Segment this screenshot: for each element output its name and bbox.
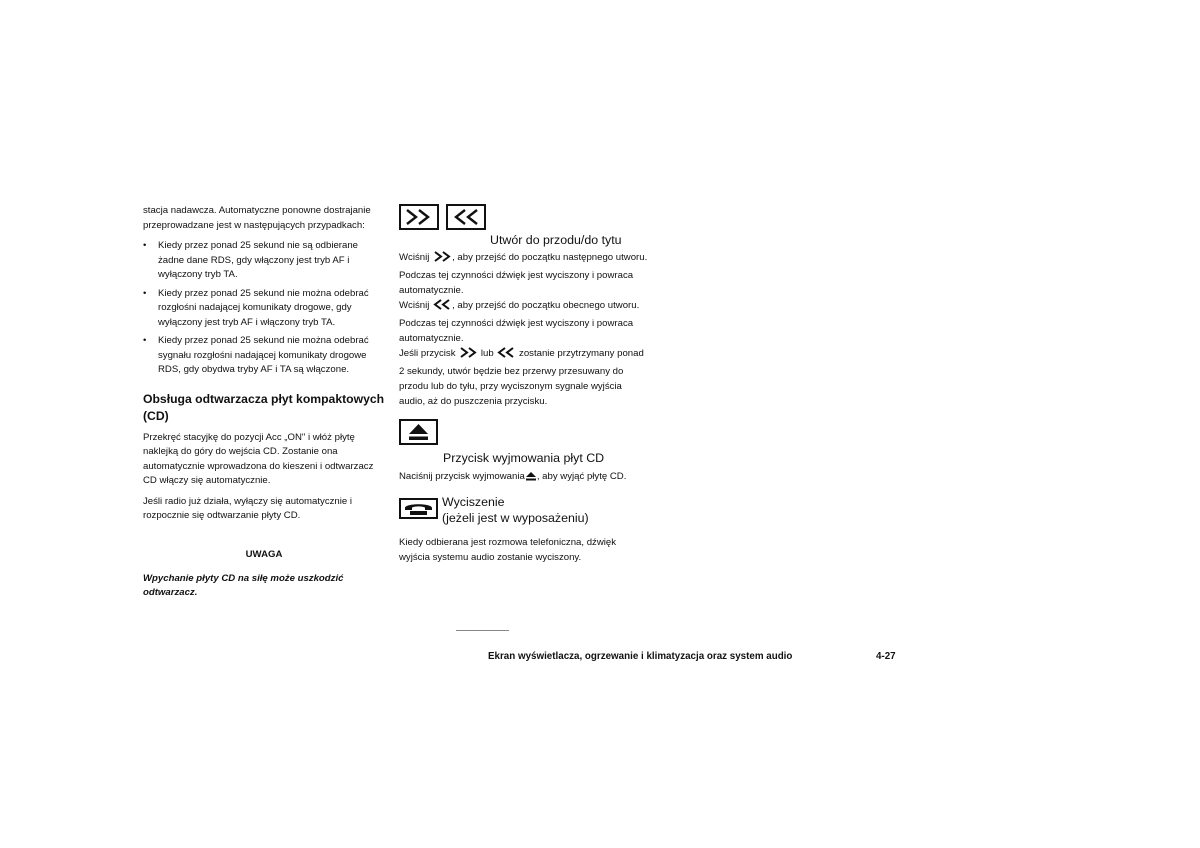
mute-section-subtitle: (jeżeli jest w wyposażeniu) bbox=[442, 511, 589, 525]
prev-track-icon bbox=[496, 346, 516, 364]
eject-section-title: Przycisk wyjmowania płyt CD bbox=[443, 451, 605, 465]
phone-mute-icon bbox=[399, 498, 438, 519]
list-item-text: Kiedy przez ponad 25 sekund nie można odebrać rozgłośni nadającej komunikaty drogowe, gdy wyłączony jest tryb AF i włączony tryb TA. bbox=[158, 287, 369, 328]
hold-track-paragraph bbox=[399, 346, 649, 409]
next-track-icon bbox=[399, 204, 439, 230]
bullet-marker: • bbox=[143, 335, 147, 346]
retune-conditions-list bbox=[143, 239, 385, 378]
prev-track-icon bbox=[432, 298, 452, 316]
bullet-marker: • bbox=[143, 240, 147, 251]
mute-section-header bbox=[399, 494, 649, 528]
text-span: Jeśli przycisk bbox=[399, 348, 456, 359]
eject-icon bbox=[525, 471, 537, 487]
text-span: Wciśnij bbox=[399, 300, 430, 311]
list-item bbox=[143, 239, 385, 283]
text-span: Wciśnij bbox=[399, 252, 430, 263]
intro-paragraph: stacja nadawcza. Automatyczne ponowne dostrajanie przeprowadzane jest w następujących przypadkach: bbox=[143, 205, 371, 231]
cd-autoplay-paragraph: Jeśli radio już działa, wyłączy się automatycznie i rozpocznie się odtwarzanie płyty CD. bbox=[143, 495, 353, 521]
text-span: lub bbox=[480, 348, 494, 359]
eject-icon bbox=[399, 419, 438, 445]
page-number: 4-27 bbox=[876, 651, 896, 662]
text-span: , aby wyjąć płytę CD. bbox=[536, 471, 627, 482]
mute-section-title: Wyciszenie bbox=[442, 495, 505, 509]
text-span: , aby przejść do początku obecnego utworu. Podczas tej czynności dźwięk jest wyciszony i powraca automatycznie. bbox=[399, 300, 640, 344]
list-item-text: Kiedy przez ponad 25 sekund nie są odbierane żadne dane RDS, gdy włączony jest tryb AF i wyłączony tryb TA. bbox=[158, 240, 359, 280]
right-column bbox=[399, 204, 649, 565]
section-title: Obsługa odtwarzacza płyt kompaktowych (CD) bbox=[143, 391, 385, 423]
mute-paragraph: Kiedy odbierana jest rozmowa telefoniczna, dźwięk wyjścia systemu audio zostanie wyciszony. bbox=[399, 537, 617, 563]
text-span: zostanie przytrzymany ponad 2 sekundy, utwór będzie bez przerwy przesuwany do przodu lub do tyłu, przy wyciszonym sygnale wyjścia audio, aż do puszczenia przycisku. bbox=[399, 348, 644, 407]
left-column bbox=[143, 204, 385, 600]
bullet-marker: • bbox=[143, 287, 147, 299]
text-span: , aby przejść do początku następnego utworu. Podczas tej czynności dźwięk jest wyciszony i powraca automatycznie. bbox=[399, 252, 648, 296]
next-track-paragraph bbox=[399, 250, 649, 298]
note-text: Wpychanie płyty CD na siłę może uszkodzić odtwarzacz. bbox=[143, 573, 344, 598]
note-heading: UWAGA bbox=[245, 548, 283, 560]
cd-insert-paragraph: Przekręć stacyjkę do pozycji Acc „ON" i włóż płytę naklejką do góry do wejścia CD. Zostanie ona automatycznie wprowadzona do kieszeni i odtwarzacz CD włączy się automatycznie. bbox=[143, 431, 374, 486]
footer-chapter-title: Ekran wyświetlacza, ogrzewanie i klimatyzacja oraz system audio bbox=[488, 651, 793, 662]
text-span: Naciśnij przycisk wyjmowania bbox=[399, 471, 525, 482]
track-section-title: Utwór do przodu/do tytu bbox=[490, 233, 622, 247]
footer-rule bbox=[456, 630, 509, 631]
eject-button-illustration bbox=[399, 419, 649, 445]
track-buttons-illustration bbox=[399, 204, 649, 234]
list-item bbox=[143, 334, 385, 378]
prev-track-icon bbox=[446, 204, 486, 230]
list-item-text: Kiedy przez ponad 25 sekund nie można odebrać sygnału rozgłośni nadającej komunikaty drogowe RDS, gdy obydwa tryby AF i TA są włączone. bbox=[158, 335, 369, 375]
next-track-icon bbox=[432, 250, 452, 268]
eject-paragraph bbox=[399, 469, 649, 487]
list-item bbox=[143, 287, 385, 331]
prev-track-paragraph bbox=[399, 298, 649, 346]
next-track-icon bbox=[458, 346, 478, 364]
